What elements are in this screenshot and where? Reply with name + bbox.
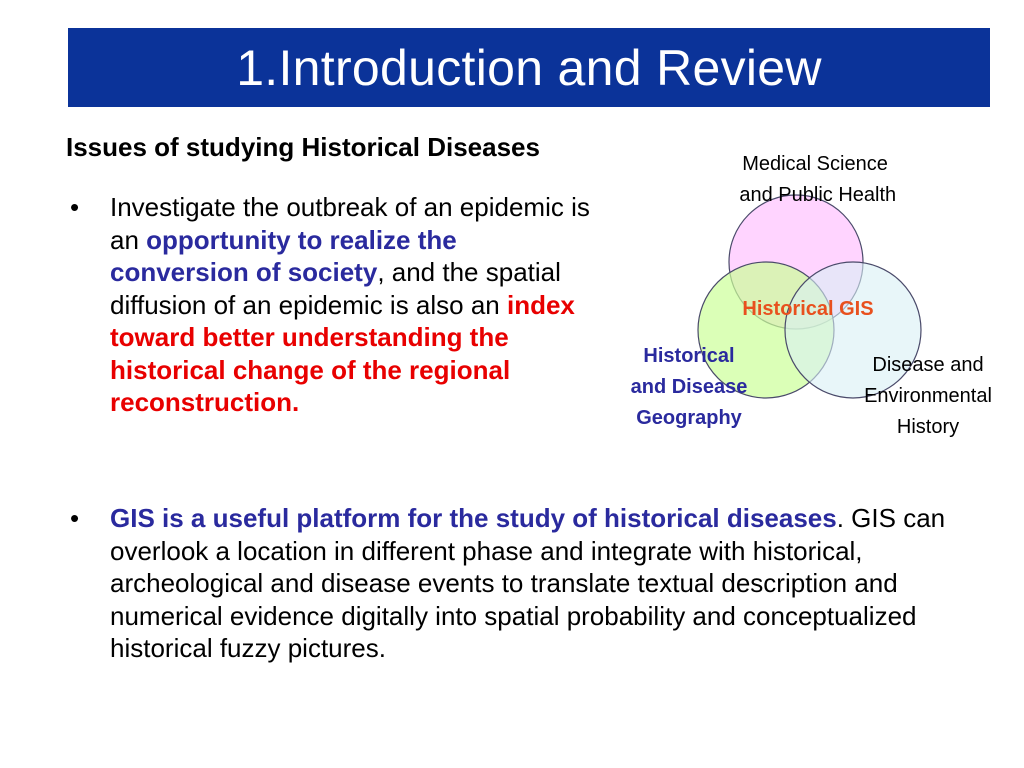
bullet-text-part: . GIS can overlook a location in different phase and integrate with historical, archeological and disease events to translate textual description and numerical evidence digitally into spatial probability and conceptualized historical fuzzy pictures.	[110, 503, 946, 663]
bullet-text-part: Investigate the outbreak of an epidemic is an	[110, 192, 590, 255]
emphasis-red: index toward better understanding the historical change of the regional reconstruction.	[110, 289, 575, 417]
emphasis-blue: opportunity to realize the conversion of society	[110, 224, 457, 287]
section-heading: Issues of studying Historical Diseases	[66, 132, 540, 162]
venn-label-historical-gis: Historical GIS	[742, 298, 874, 320]
venn-label-historical-geography: Historical and Disease Geography	[630, 345, 748, 429]
slide-title: 1.Introduction and Review	[236, 39, 822, 96]
venn-label-medical-science: Medical Science and Public Health	[739, 153, 897, 206]
bullet-icon: •	[70, 192, 80, 222]
venn-label-disease-environmental: Disease and Environmental History	[864, 354, 992, 438]
bullet-text-part: , and the spatial diffusion of an epidemic is also an	[110, 257, 561, 320]
bullet-icon: •	[70, 503, 80, 533]
emphasis-blue: GIS is a useful platform for the study of historical diseases	[110, 503, 837, 533]
